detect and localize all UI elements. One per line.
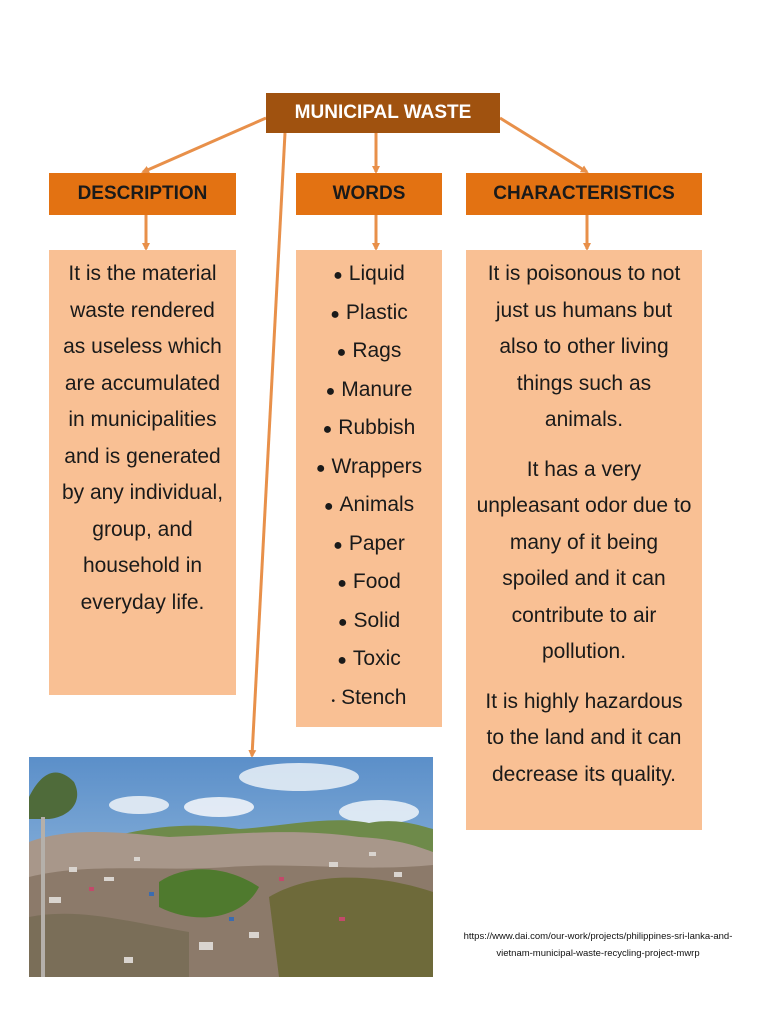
word-item: ● Plastic (330, 300, 408, 324)
characteristics-header: CHARACTERISTICS (466, 173, 702, 215)
characteristic-paragraph: It is poisonous to not just us humans but also to other living things such as animals. (487, 262, 681, 431)
words-header: WORDS (296, 173, 442, 215)
characteristic-paragraph: It has a very unpleasant odor due to many of it being spoiled and it can contribute to air pollution. (476, 457, 692, 663)
word-item: ● Rubbish (322, 416, 416, 439)
main-title: MUNICIPAL WASTE (266, 93, 500, 133)
word-item: ● Paper (333, 531, 405, 555)
word-item: ● Rags (336, 339, 402, 362)
word-item: ● Solid (337, 608, 401, 632)
description-box (49, 250, 236, 695)
word-item: ● Manure (325, 377, 413, 401)
word-item: ● Food (337, 570, 401, 593)
landfill-photo (29, 757, 433, 977)
word-item: ● Liquid (333, 262, 405, 285)
word-item: • Stench (331, 685, 407, 709)
characteristic-paragraph: It is highly hazardous to the land and it can decrease its quality. (485, 689, 683, 786)
characteristics-box (466, 250, 702, 830)
word-item: ● Toxic (337, 647, 401, 670)
word-item: ● Animals (323, 493, 415, 516)
arrow-title-to-description (143, 118, 266, 172)
arrow-title-to-characteristics (500, 118, 587, 172)
description-header: DESCRIPTION (49, 173, 236, 215)
source-credit: https://www.dai.com/our-work/projects/philippines-sri-lanka-and-vietnam-municipal-waste-recycling-project-mwrp (463, 931, 733, 959)
arrow-title-to-photo (252, 133, 285, 756)
words-box (296, 250, 442, 727)
description-text: It is the material waste rendered as useless which are accumulated in municipalities and is generated by any individual, group, and household in everyday life. (61, 262, 224, 614)
word-item: ● Wrappers (315, 454, 423, 478)
